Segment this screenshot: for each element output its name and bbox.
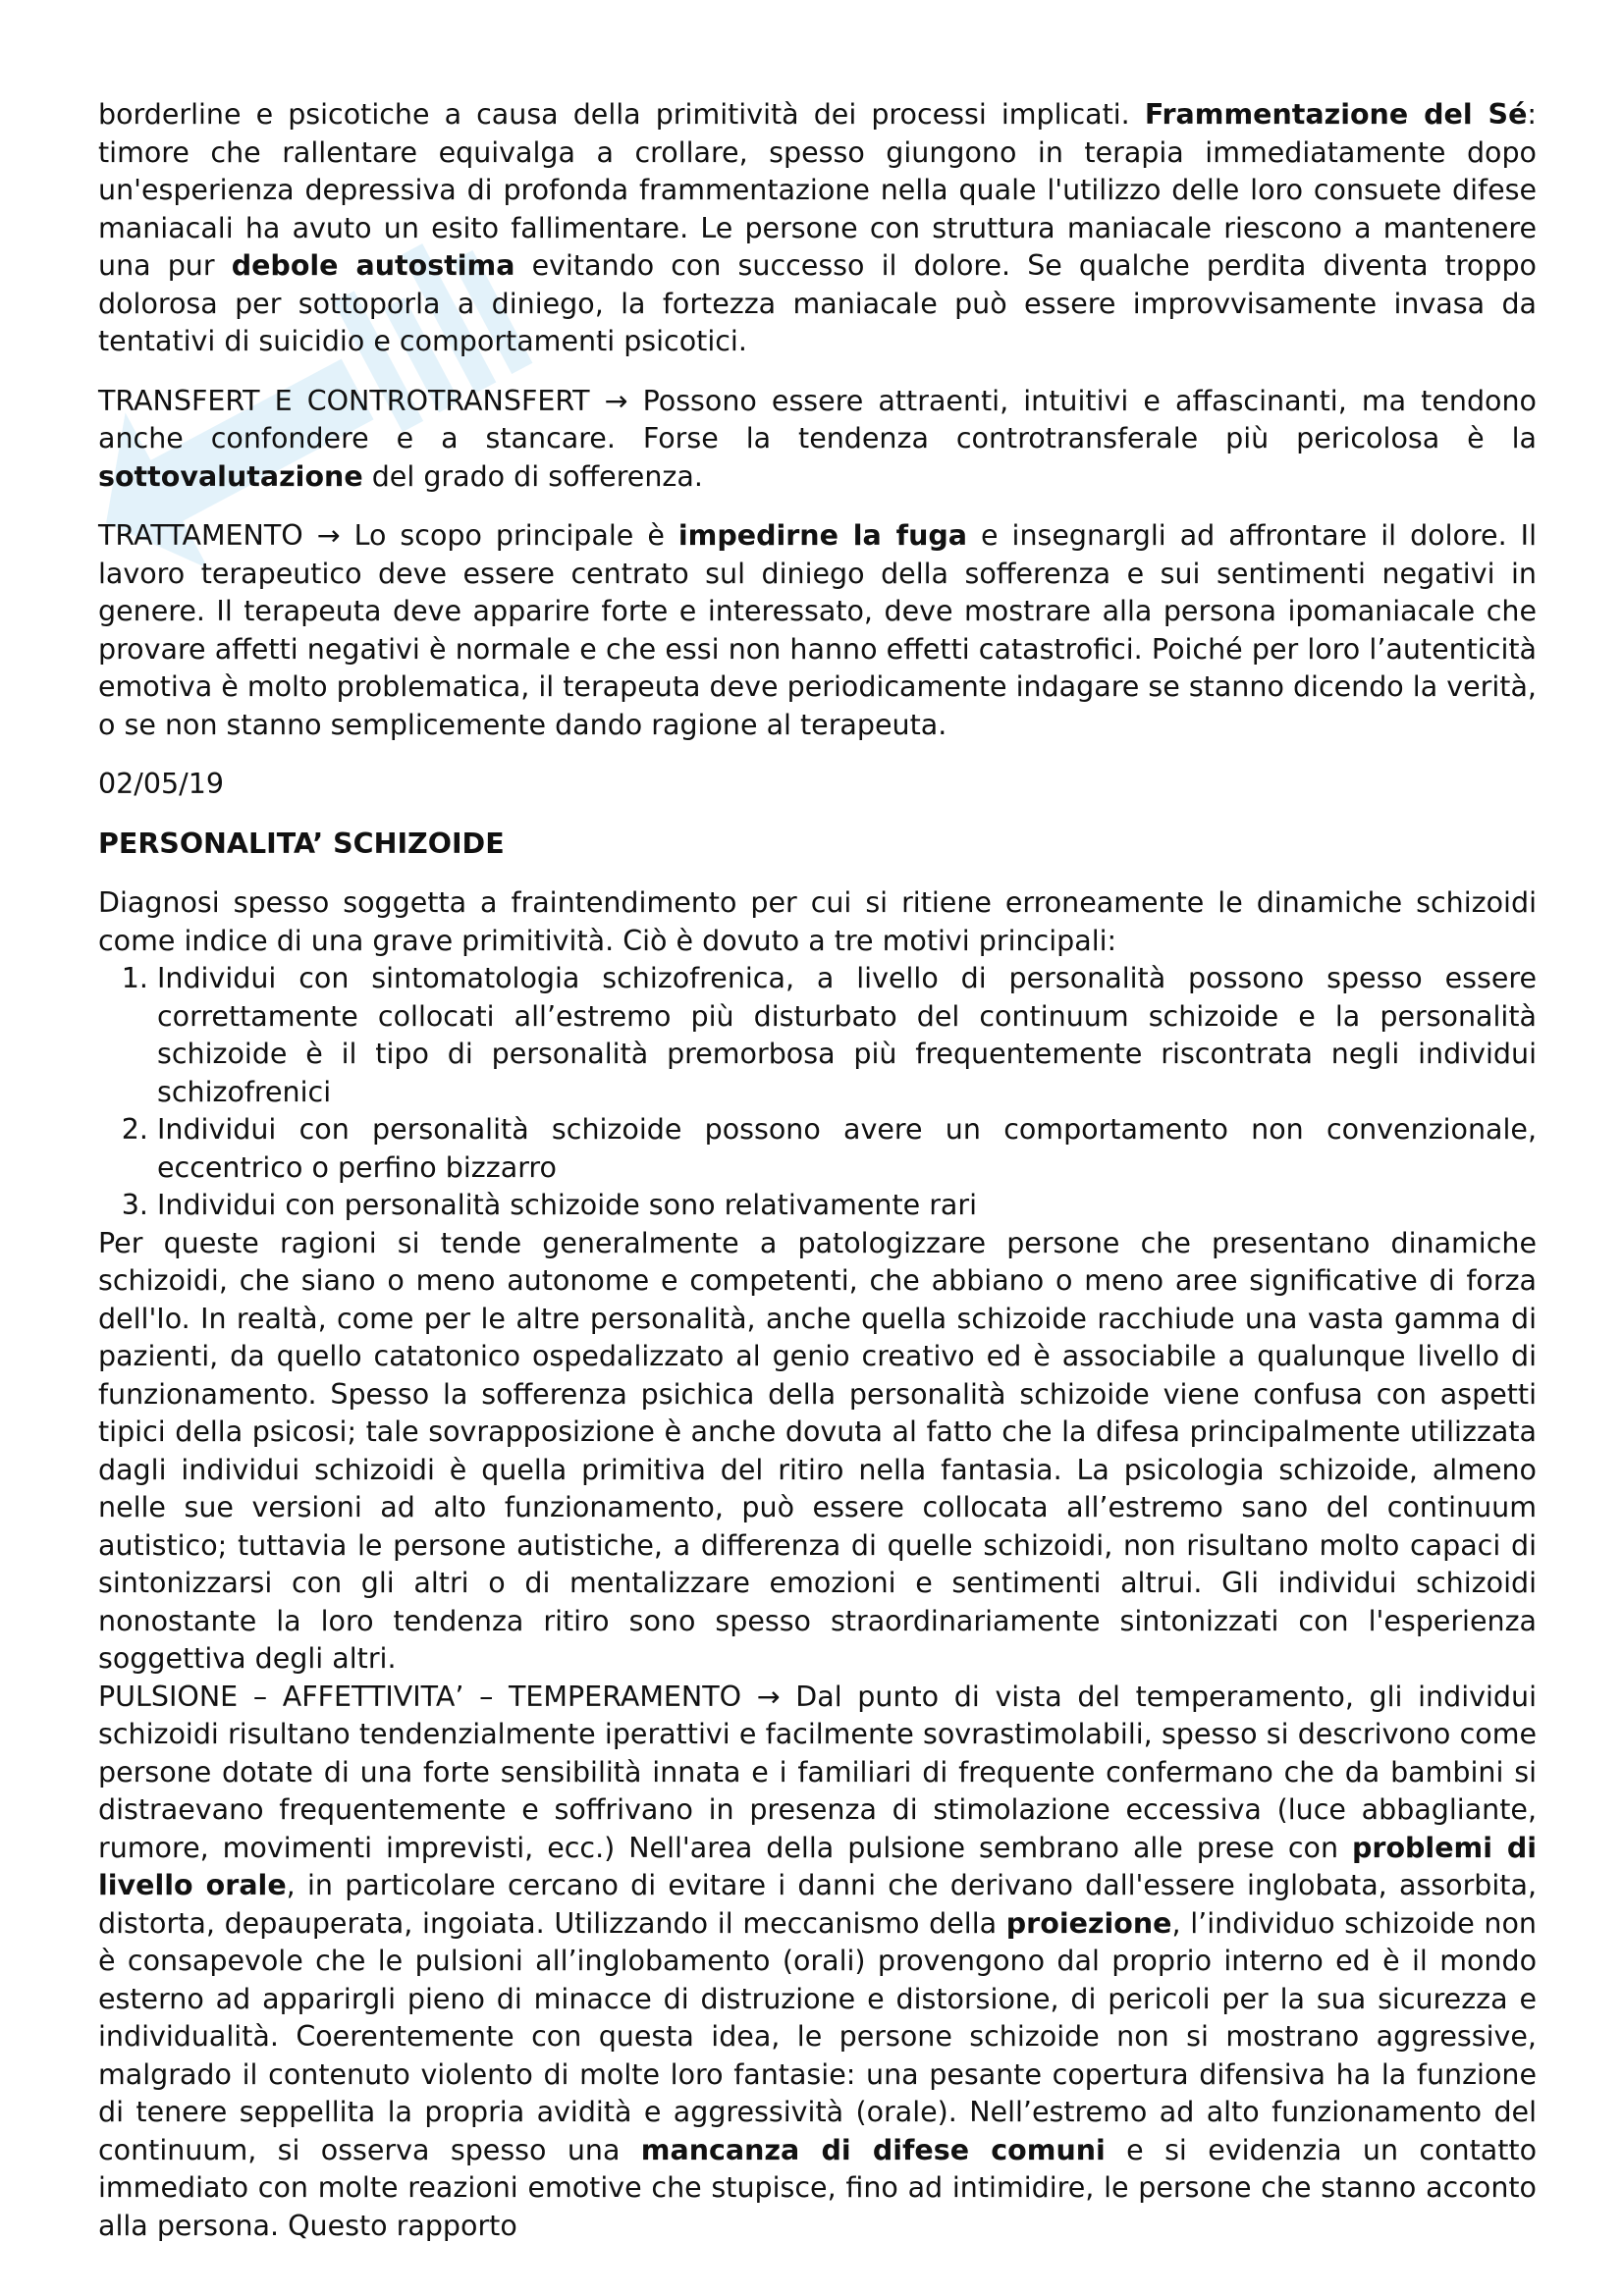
section-heading: PERSONALITA’ SCHIZOIDE	[98, 827, 505, 860]
document-page	[98, 96, 1537, 2245]
paragraph-frammentazione: borderline e psicotiche a causa della primitività dei processi implicati. Frammentazione del Sé: timore che rallentare equivalga a crollare, spesso giungono in terapia immediatamente dopo un'esperienza depressiva di profonda frammentazione nella quale l'utilizzo delle loro consuete difese maniacali ha avuto un esito fallimentare. Le persone con struttura maniacale riescono a mantenere una pur debole autostima evitando con successo il dolore. Se qualche perdita diventa troppo dolorosa per sottoporla a diniego, la fortezza maniacale può essere improvvisamente invasa da tentativi di suicidio e comportamenti psicotici.	[98, 98, 1538, 357]
paragraph-ragioni: Per queste ragioni si tende generalmente a patologizzare persone che presentano dinamiche schizoidi, che siano o meno autonome e competenti, che abbiano o meno aree significative di forza dell'Io. In realtà, come per le altre personalità, anche quella schizoide racchiude una vasta gamma di pazienti, da quello catatonico ospedalizzato al genio creativo ed è associabile a qualunque livello di funzionamento. Spesso la sofferenza psichica della personalità schizoide viene confusa con aspetti tipici della psicosi; tale sovrapposizione è anche dovuta al fatto che la difesa principalmente utilizzata dagli individui schizoidi è quella primitiva del ritiro nella fantasia. La psicologia schizoide, almeno nelle sue versioni ad alto funzionamento, può essere collocata all’estremo sano del continuum autistico; tuttavia le persone autistiche, a differenza di quelle schizoidi, non risultano molto capaci di sintonizzarsi con gli altri o di mentalizzare emozioni e sentimenti altrui. Gli individui schizoidi nonostante la loro tendenza ritiro sono spesso straordinariamente sintonizzati con l'esperienza soggettiva degli altri.	[98, 1226, 1537, 1675]
list-item: 1. Individui con sintomatologia schizofrenica, a livello di personalità possono spesso essere correttamente collocati all’estremo più disturbato del continuum schizoide e la personalità schizoide è il tipo di personalità premorbosa più frequentemente riscontrata negli individui schizofrenici	[157, 960, 1537, 1111]
paragraph-diagnosi: Diagnosi spesso soggetta a fraintendimento per cui si ritiene erroneamente le dinamiche schizoidi come indice di una grave primitività. Ciò è dovuto a tre motivi principali:	[98, 886, 1537, 957]
paragraph-transfert: TRANSFERT E CONTROTRANSFERT → Possono essere attraenti, intuitivi e affascinanti, ma tendono anche confondere e a stancare. Forse la tendenza controtransferale più pericolosa è la sottovalutazione del grado di sofferenza.	[98, 384, 1537, 493]
reasons-list	[98, 960, 1537, 1225]
paragraph-trattamento: TRATTAMENTO → Lo scopo principale è impedirne la fuga e insegnargli ad affrontare il dolore. Il lavoro terapeutico deve essere centrato sul diniego della sofferenza e sui sentimenti negativi in genere. Il terapeuta deve apparire forte e interessato, deve mostrare alla persona ipomaniacale che provare affetti negativi è normale e che essi non hanno effetti catastrofici. Poiché per loro l’autenticità emotiva è molto problematica, il terapeuta deve periodicamente indagare se stanno dicendo la verità, o se non stanno semplicemente dando ragione al terapeuta.	[98, 519, 1537, 741]
list-item: 3. Individui con personalità schizoide sono relativamente rari	[157, 1187, 1537, 1225]
list-item: 2. Individui con personalità schizoide possono avere un comportamento non convenzionale, eccentrico o perfino bizzarro	[157, 1111, 1537, 1187]
date-label: 02/05/19	[98, 768, 224, 800]
paragraph-pulsione: PULSIONE – AFFETTIVITA’ – TEMPERAMENTO → Dal punto di vista del temperamento, gli individui schizoidi risultano tendenzialmente iperattivi e facilmente sovrastimolabili, spesso si descrivono come persone dotate di una forte sensibilità innata e i familiari di frequente confermano che da bambini si distraevano frequentemente e soffrivano in presenza di stimolazione eccessiva (luce abbagliante, rumore, movimenti imprevisti, ecc.) Nell'area della pulsione sembrano alle prese con problemi di livello orale, in particolare cercano di evitare i danni che derivano dall'essere inglobata, assorbita, distorta, depauperata, ingoiata. Utilizzando il meccanismo della proiezione, l’individuo schizoide non è consapevole che le pulsioni all’inglobamento (orali) provengono dal proprio interno ed è il mondo esterno ad apparirgli pieno di minacce di distruzione e distorsione, di pericoli per la sua sicurezza e individualità. Coerentemente con questa idea, le persone schizoide non si mostrano aggressive, malgrado il contenuto violento di molte loro fantasie: una pesante copertura difensiva ha la funzione di tenere seppellita la propria avidità e aggressività (orale). Nell’estremo ad alto funzionamento del continuum, si osserva spesso una mancanza di difese comuni e si evidenzia un contatto immediato con molte reazioni emotive che stupisce, fino ad intimidire, le persone che stanno acconto alla persona. Questo rapporto	[98, 1680, 1538, 2242]
